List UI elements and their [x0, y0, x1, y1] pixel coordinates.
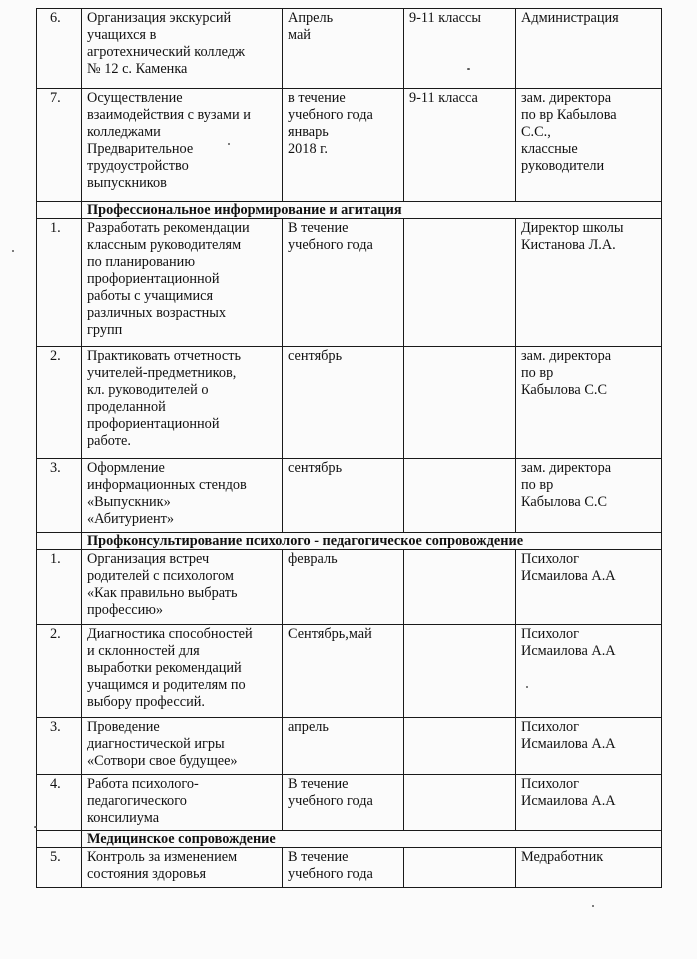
activity-cell: Диагностика способностей и склонностей для выработки рекомендаций учащимся и родителям по выбору профессий.: [82, 625, 283, 718]
table-row: [37, 9, 662, 89]
responsible-cell: Психолог Исмаилова А.А: [516, 550, 662, 625]
table-row: [37, 219, 662, 347]
scan-speck: [228, 143, 230, 145]
scan-speck: [467, 68, 470, 70]
responsible-cell: Медработник: [516, 848, 662, 888]
participants-cell: [404, 459, 516, 533]
row-number: 5.: [37, 848, 82, 888]
row-number: 7.: [37, 89, 82, 202]
scan-speck: [526, 686, 528, 688]
activity-cell: Практиковать отчетность учителей-предметников, кл. руководителей о проделанной профориентационной работе.: [82, 347, 283, 459]
responsible-cell: Директор школы Кистанова Л.А.: [516, 219, 662, 347]
section-row: [37, 831, 662, 848]
row-number: 1.: [37, 550, 82, 625]
table-row: [37, 459, 662, 533]
section-title: Профконсультирование психолого - педагогическое сопровождение: [82, 533, 662, 550]
activity-cell: Осуществление взаимодействия с вузами и колледжами Предварительное трудоустройство выпускников: [82, 89, 283, 202]
timing-cell: сентябрь: [283, 459, 404, 533]
participants-cell: 9-11 классы: [404, 9, 516, 89]
section-number-cell: [37, 202, 82, 219]
responsible-cell: зам. директора по вр Кабылова С.С: [516, 459, 662, 533]
activity-cell: Организация встреч родителей с психологом «Как правильно выбрать профессию»: [82, 550, 283, 625]
participants-cell: [404, 625, 516, 718]
table-row: [37, 89, 662, 202]
timing-cell: В течение учебного года: [283, 219, 404, 347]
timing-cell: апрель: [283, 718, 404, 775]
section-number-cell: [37, 533, 82, 550]
timing-cell: Апрель май: [283, 9, 404, 89]
activity-cell: Проведение диагностической игры «Сотвори свое будущее»: [82, 718, 283, 775]
section-title: Профессиональное информирование и агитация: [82, 202, 662, 219]
participants-cell: [404, 718, 516, 775]
participants-cell: [404, 775, 516, 831]
row-number: 4.: [37, 775, 82, 831]
responsible-cell: зам. директора по вр Кабылова С.С: [516, 347, 662, 459]
scan-speck: [34, 826, 37, 828]
table-row: [37, 550, 662, 625]
scan-speck: [12, 250, 14, 252]
timing-cell: февраль: [283, 550, 404, 625]
section-row: [37, 202, 662, 219]
row-number: 3.: [37, 459, 82, 533]
participants-cell: [404, 848, 516, 888]
section-row: [37, 533, 662, 550]
responsible-cell: зам. директора по вр Кабылова С.С., классные руководители: [516, 89, 662, 202]
row-number: 1.: [37, 219, 82, 347]
responsible-cell: Психолог Исмаилова А.А: [516, 718, 662, 775]
table-row: [37, 848, 662, 888]
timing-cell: Сентябрь,май: [283, 625, 404, 718]
table-row: [37, 775, 662, 831]
row-number: 2.: [37, 625, 82, 718]
activity-cell: Организация экскурсий учащихся в агротехнический колледж № 12 с. Каменка: [82, 9, 283, 89]
participants-cell: [404, 550, 516, 625]
activity-cell: Работа психолого- педагогического консилиума: [82, 775, 283, 831]
responsible-cell: Администрация: [516, 9, 662, 89]
row-number: 3.: [37, 718, 82, 775]
scan-speck: [592, 905, 594, 907]
responsible-cell: Психолог Исмаилова А.А: [516, 775, 662, 831]
activity-plan-body: [37, 9, 662, 888]
timing-cell: в течение учебного года январь 2018 г.: [283, 89, 404, 202]
activity-plan-table: [36, 8, 662, 888]
section-number-cell: [37, 831, 82, 848]
participants-cell: [404, 347, 516, 459]
timing-cell: сентябрь: [283, 347, 404, 459]
activity-cell: Оформление информационных стендов «Выпускник» «Абитуриент»: [82, 459, 283, 533]
section-title: Медицинское сопровождение: [82, 831, 662, 848]
timing-cell: В течение учебного года: [283, 775, 404, 831]
table-row: [37, 718, 662, 775]
responsible-cell: Психолог Исмаилова А.А: [516, 625, 662, 718]
participants-cell: 9-11 класса: [404, 89, 516, 202]
timing-cell: В течение учебного года: [283, 848, 404, 888]
participants-cell: [404, 219, 516, 347]
table-row: [37, 347, 662, 459]
table-row: [37, 625, 662, 718]
activity-cell: Разработать рекомендации классным руководителям по планированию профориентационной работы с учащимися различных возрастных групп: [82, 219, 283, 347]
row-number: 6.: [37, 9, 82, 89]
row-number: 2.: [37, 347, 82, 459]
activity-cell: Контроль за изменением состояния здоровья: [82, 848, 283, 888]
